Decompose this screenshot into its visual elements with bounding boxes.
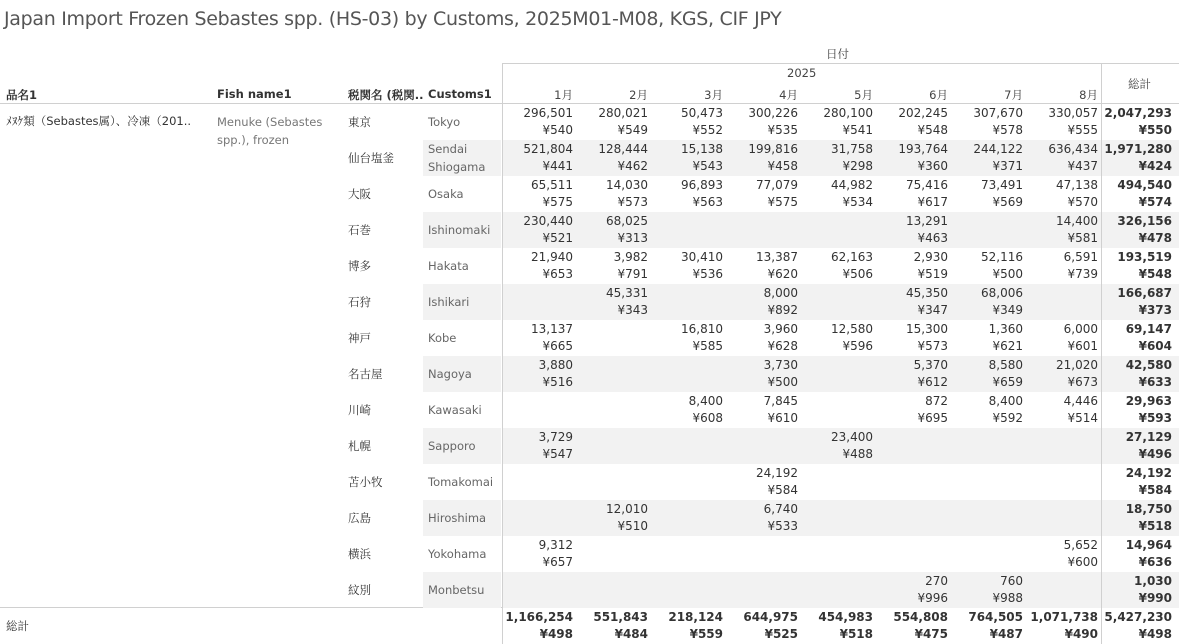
quantity-cell[interactable]: 45,331 [606,286,648,300]
quantity-cell[interactable]: 8,580 [988,358,1023,372]
quantity-cell[interactable]: 13,387 [756,250,798,264]
price-cell[interactable]: ¥569 [992,195,1023,209]
row-total-price[interactable]: ¥373 [1138,303,1172,317]
customs-name-jp[interactable]: 仙台塩釜 [348,151,394,165]
customs-name-jp[interactable]: 川崎 [348,403,371,417]
table-row[interactable] [343,500,1179,536]
price-cell[interactable]: ¥535 [767,123,798,137]
quantity-cell[interactable]: 96,893 [681,178,723,192]
grand-total-price[interactable]: ¥518 [839,627,873,641]
quantity-cell[interactable]: 23,400 [831,430,873,444]
quantity-cell[interactable]: 128,444 [598,142,648,156]
price-cell[interactable]: ¥536 [692,267,723,281]
table-row[interactable] [343,356,1179,392]
grand-total-quantity[interactable]: 644,975 [743,610,798,624]
customs-name-en[interactable]: Ishikari [428,295,470,309]
grand-total-price[interactable]: ¥475 [914,627,948,641]
quantity-cell[interactable]: 760 [1000,574,1023,588]
quantity-cell[interactable]: 52,116 [981,250,1023,264]
price-cell[interactable]: ¥573 [617,195,648,209]
month-header[interactable]: 3月 [704,88,723,102]
quantity-cell[interactable]: 199,816 [748,142,798,156]
price-cell[interactable]: ¥541 [842,123,873,137]
quantity-cell[interactable]: 75,416 [906,178,948,192]
quantity-cell[interactable]: 6,591 [1063,250,1098,264]
row-total-price[interactable]: ¥604 [1138,339,1172,353]
row-total-quantity[interactable]: 14,964 [1125,538,1172,552]
month-header[interactable]: 1月 [554,88,573,102]
quantity-cell[interactable]: 45,350 [906,286,948,300]
month-header[interactable]: 8月 [1079,88,1098,102]
price-cell[interactable]: ¥600 [1067,555,1098,569]
price-cell[interactable]: ¥695 [917,411,948,425]
price-cell[interactable]: ¥548 [917,123,948,137]
price-cell[interactable]: ¥510 [617,519,648,533]
quantity-cell[interactable]: 2,930 [913,250,948,264]
price-cell[interactable]: ¥610 [767,411,798,425]
price-cell[interactable]: ¥514 [1067,411,1098,425]
month-header[interactable]: 7月 [1004,88,1023,102]
price-cell[interactable]: ¥371 [992,159,1023,173]
price-cell[interactable]: ¥996 [917,591,948,605]
customs-name-en[interactable]: Monbetsu [428,583,485,597]
row-total-price[interactable]: ¥636 [1138,555,1172,569]
table-row[interactable] [343,176,1179,212]
header-divider [503,63,1179,64]
quantity-cell[interactable]: 5,652 [1063,538,1098,552]
fish-name[interactable]: Menuke (Sebastes spp.), frozen [217,115,323,147]
quantity-cell[interactable]: 14,400 [1056,214,1098,228]
quantity-cell[interactable]: 77,079 [756,178,798,192]
quantity-cell[interactable]: 14,030 [606,178,648,192]
quantity-cell[interactable]: 3,982 [613,250,648,264]
grand-total-quantity[interactable]: 1,071,738 [1030,610,1098,624]
table-row[interactable] [343,284,1179,320]
price-cell[interactable]: ¥585 [692,339,723,353]
quantity-cell[interactable]: 193,764 [898,142,948,156]
quantity-cell[interactable]: 270 [925,574,948,588]
row-total-price[interactable]: ¥496 [1138,447,1172,461]
price-cell[interactable]: ¥543 [692,159,723,173]
row-total-quantity[interactable]: 326,156 [1117,214,1172,228]
customs-name-jp[interactable]: 神戸 [348,331,371,345]
price-cell[interactable]: ¥347 [917,303,948,317]
quantity-cell[interactable]: 636,434 [1048,142,1098,156]
table-row[interactable] [343,104,1179,140]
price-cell[interactable]: ¥547 [542,447,573,461]
customs-name-en[interactable]: Ishinomaki [428,223,491,237]
price-cell[interactable]: ¥462 [617,159,648,173]
quantity-cell[interactable]: 68,025 [606,214,648,228]
customs-name-en[interactable]: Sapporo [428,439,476,453]
customs-name-jp[interactable]: 大阪 [348,187,371,201]
price-cell[interactable]: ¥458 [767,159,798,173]
price-cell[interactable]: ¥601 [1067,339,1098,353]
grand-total-quantity[interactable]: 454,983 [818,610,873,624]
grand-total-quantity[interactable]: 1,166,254 [505,610,573,624]
table-row[interactable] [343,140,1179,176]
customs-name-en[interactable]: Kawasaki [428,403,482,417]
customs-name-en[interactable]: Kobe [428,331,457,345]
quantity-cell[interactable]: 3,730 [763,358,798,372]
price-cell[interactable]: ¥555 [1067,123,1098,137]
price-cell[interactable]: ¥534 [842,195,873,209]
price-cell[interactable]: ¥578 [992,123,1023,137]
price-cell[interactable]: ¥488 [842,447,873,461]
grand-total-quantity[interactable]: 554,808 [893,610,948,624]
row-total-price[interactable]: ¥584 [1138,483,1172,497]
price-cell[interactable]: ¥628 [767,339,798,353]
quantity-cell[interactable]: 521,804 [523,142,573,156]
table-row[interactable] [343,212,1179,248]
quantity-cell[interactable]: 8,400 [988,394,1023,408]
product-name[interactable]: ﾒﾇｹ類（Sebastes属）、冷凍（201.. [6,114,192,128]
customs-name-jp[interactable]: 名古屋 [348,367,383,381]
row-total-price[interactable]: ¥478 [1138,231,1172,245]
row-total-quantity[interactable]: 193,519 [1117,250,1172,264]
grand-total-price[interactable]: ¥498 [539,627,573,641]
quantity-cell[interactable]: 280,100 [823,106,873,120]
row-total-quantity[interactable]: 24,192 [1125,466,1172,480]
row-total-quantity[interactable]: 69,147 [1125,322,1172,336]
grand-total-quantity[interactable]: 218,124 [668,610,723,624]
quantity-cell[interactable]: 50,473 [681,106,723,120]
quantity-cell[interactable]: 15,138 [681,142,723,156]
month-header[interactable]: 5月 [854,88,873,102]
date-header: 日付 [826,47,849,61]
price-cell[interactable]: ¥608 [692,411,723,425]
price-cell[interactable]: ¥360 [917,159,948,173]
customs-name-jp[interactable]: 広島 [348,511,371,525]
grand-total-price[interactable]: ¥525 [764,627,798,641]
price-cell[interactable]: ¥463 [917,231,948,245]
price-cell[interactable]: ¥657 [542,555,573,569]
price-cell[interactable]: ¥592 [992,411,1023,425]
grand-total-quantity[interactable]: 551,843 [593,610,648,624]
grand-total-label: 総計 [6,619,29,633]
customs-name-jp[interactable]: 博多 [348,259,371,273]
price-cell[interactable]: ¥791 [617,267,648,281]
table-row[interactable] [343,536,1179,572]
quantity-cell[interactable]: 307,670 [973,106,1023,120]
quantity-cell[interactable]: 68,006 [981,286,1023,300]
quantity-cell[interactable]: 280,021 [598,106,648,120]
quantity-cell[interactable]: 300,226 [748,106,798,120]
quantity-cell[interactable]: 65,511 [531,178,573,192]
price-cell[interactable]: ¥575 [542,195,573,209]
row-total-quantity[interactable]: 27,129 [1125,430,1172,444]
grand-total-row[interactable] [0,608,1179,644]
customs-name-en[interactable]: Yokohama [428,547,487,561]
quantity-cell[interactable]: 73,491 [981,178,1023,192]
row-total-price[interactable]: ¥593 [1138,411,1172,425]
row-total-price[interactable]: ¥548 [1138,267,1172,281]
price-cell[interactable]: ¥437 [1067,159,1098,173]
row-total-quantity[interactable]: 42,580 [1125,358,1172,372]
quantity-cell[interactable]: 62,163 [831,250,873,264]
price-cell[interactable]: ¥575 [767,195,798,209]
month-header[interactable]: 6月 [929,88,948,102]
quantity-cell[interactable]: 330,057 [1048,106,1098,120]
price-cell[interactable]: ¥441 [542,159,573,173]
quantity-cell[interactable]: 244,122 [973,142,1023,156]
table-row[interactable] [343,392,1179,428]
row-shading [503,428,1101,464]
row-total-quantity[interactable]: 166,687 [1117,286,1172,300]
quantity-cell[interactable]: 24,192 [756,466,798,480]
quantity-cell[interactable]: 12,580 [831,322,873,336]
row-total-quantity[interactable]: 1,030 [1134,574,1172,588]
quantity-cell[interactable]: 8,400 [688,394,723,408]
price-cell[interactable]: ¥349 [992,303,1023,317]
price-cell[interactable]: ¥552 [692,123,723,137]
quantity-cell[interactable]: 3,880 [538,358,573,372]
grand-total-price[interactable]: ¥484 [614,627,648,641]
price-cell[interactable]: ¥892 [767,303,798,317]
quantity-cell[interactable]: 47,138 [1056,178,1098,192]
price-cell[interactable]: ¥665 [542,339,573,353]
customs-name-en[interactable]: Osaka [428,187,464,201]
customs-name-en[interactable]: Tomakomai [428,475,494,489]
customs-name-en[interactable]: Hiroshima [428,511,487,525]
quantity-cell[interactable]: 44,982 [831,178,873,192]
quantity-cell[interactable]: 12,010 [606,502,648,516]
price-cell[interactable]: ¥549 [617,123,648,137]
row-total-price[interactable]: ¥518 [1138,519,1172,533]
quantity-cell[interactable]: 30,410 [681,250,723,264]
table-row[interactable] [343,572,1179,608]
quantity-cell[interactable]: 296,501 [523,106,573,120]
customs-name-jp[interactable]: 札幌 [348,439,371,453]
grand-total-quantity[interactable]: 764,505 [968,610,1023,624]
quantity-cell[interactable]: 202,245 [898,106,948,120]
quantity-cell[interactable]: 5,370 [913,358,948,372]
item-name-header[interactable]: 品名1 [6,88,38,102]
page-title: Japan Import Frozen Sebastes spp. (HS-03) by Customs, 2025M01-M08, KGS, CIF JPY [4,8,782,30]
quantity-cell[interactable]: 1,360 [988,322,1023,336]
row-total-quantity[interactable]: 18,750 [1125,502,1172,516]
grand-total-overall-quantity[interactable]: 5,427,230 [1104,610,1172,624]
quantity-cell[interactable]: 6,740 [763,502,798,516]
customs-name-jp[interactable]: 横浜 [348,547,371,561]
quantity-cell[interactable]: 21,020 [1056,358,1098,372]
price-cell[interactable]: ¥584 [767,483,798,497]
row-total-price[interactable]: ¥574 [1138,195,1172,209]
quantity-cell[interactable]: 16,810 [681,322,723,336]
row-total-price[interactable]: ¥633 [1138,375,1172,389]
price-cell[interactable]: ¥573 [917,339,948,353]
price-cell[interactable]: ¥500 [992,267,1023,281]
quantity-cell[interactable]: 230,440 [523,214,573,228]
customs-jp-header[interactable]: 税関名 (税関.. [348,88,424,102]
price-cell[interactable]: ¥581 [1067,231,1098,245]
price-cell[interactable]: ¥653 [542,267,573,281]
row-total-price[interactable]: ¥550 [1138,123,1172,137]
row-total-quantity[interactable]: 494,540 [1117,178,1172,192]
customs-name-en[interactable]: Tokyo [428,115,461,129]
grand-total-price[interactable]: ¥487 [989,627,1023,641]
price-cell[interactable]: ¥298 [842,159,873,173]
customs-name-en[interactable]: Hakata [428,259,469,273]
price-cell[interactable]: ¥521 [542,231,573,245]
price-cell[interactable]: ¥739 [1067,267,1098,281]
quantity-cell[interactable]: 8,000 [763,286,798,300]
table-row[interactable] [343,320,1179,356]
row-total-price[interactable]: ¥990 [1138,591,1172,605]
customs-name-jp[interactable]: 紋別 [348,583,371,597]
table-row[interactable] [343,248,1179,284]
quantity-cell[interactable]: 13,291 [906,214,948,228]
quantity-cell[interactable]: 6,000 [1063,322,1098,336]
quantity-cell[interactable]: 15,300 [906,322,948,336]
customs-en-header[interactable]: Customs1 [428,87,492,101]
row-total-quantity[interactable]: 1,971,280 [1104,142,1172,156]
quantity-cell[interactable]: 7,845 [763,394,798,408]
month-header[interactable]: 2月 [629,88,648,102]
quantity-cell[interactable]: 21,940 [531,250,573,264]
year-header: 2025 [787,66,817,80]
price-cell[interactable]: ¥570 [1067,195,1098,209]
price-cell[interactable]: ¥313 [617,231,648,245]
quantity-cell[interactable]: 13,137 [531,322,573,336]
price-cell[interactable]: ¥673 [1067,375,1098,389]
customs-name-en[interactable]: Nagoya [428,367,472,381]
month-header[interactable]: 4月 [779,88,798,102]
quantity-cell[interactable]: 31,758 [831,142,873,156]
total-column-header: 総計 [1128,77,1151,91]
price-cell[interactable]: ¥563 [692,195,723,209]
price-cell[interactable]: ¥343 [617,303,648,317]
customs-name-jp[interactable]: 石巻 [348,223,371,237]
price-cell[interactable]: ¥621 [992,339,1023,353]
customs-name-jp[interactable]: 苫小牧 [348,475,383,489]
price-cell[interactable]: ¥533 [767,519,798,533]
price-cell[interactable]: ¥516 [542,375,573,389]
price-cell[interactable]: ¥988 [992,591,1023,605]
grand-total-overall-price[interactable]: ¥498 [1138,627,1172,641]
quantity-cell[interactable]: 872 [925,394,948,408]
customs-name-jp[interactable]: 東京 [348,115,371,129]
grand-total-price[interactable]: ¥490 [1064,627,1098,641]
grand-total-price[interactable]: ¥559 [689,627,723,641]
fish-name-header[interactable]: Fish name1 [217,87,292,101]
price-cell[interactable]: ¥596 [842,339,873,353]
row-total-quantity[interactable]: 2,047,293 [1104,106,1172,120]
customs-name-jp[interactable]: 石狩 [348,295,371,309]
price-cell[interactable]: ¥540 [542,123,573,137]
quantity-cell[interactable]: 4,446 [1063,394,1098,408]
quantity-cell[interactable]: 9,312 [538,538,573,552]
table-row[interactable] [343,428,1179,464]
price-cell[interactable]: ¥519 [917,267,948,281]
customs-name-en[interactable]: Sendai Shiogama [428,142,486,174]
price-cell[interactable]: ¥620 [767,267,798,281]
table-row[interactable] [343,464,1179,500]
price-cell[interactable]: ¥500 [767,375,798,389]
row-total-quantity[interactable]: 29,963 [1125,394,1172,408]
price-cell[interactable]: ¥617 [917,195,948,209]
quantity-cell[interactable]: 3,729 [538,430,573,444]
price-cell[interactable]: ¥612 [917,375,948,389]
price-cell[interactable]: ¥506 [842,267,873,281]
quantity-cell[interactable]: 3,960 [763,322,798,336]
row-total-price[interactable]: ¥424 [1138,159,1172,173]
price-cell[interactable]: ¥659 [992,375,1023,389]
